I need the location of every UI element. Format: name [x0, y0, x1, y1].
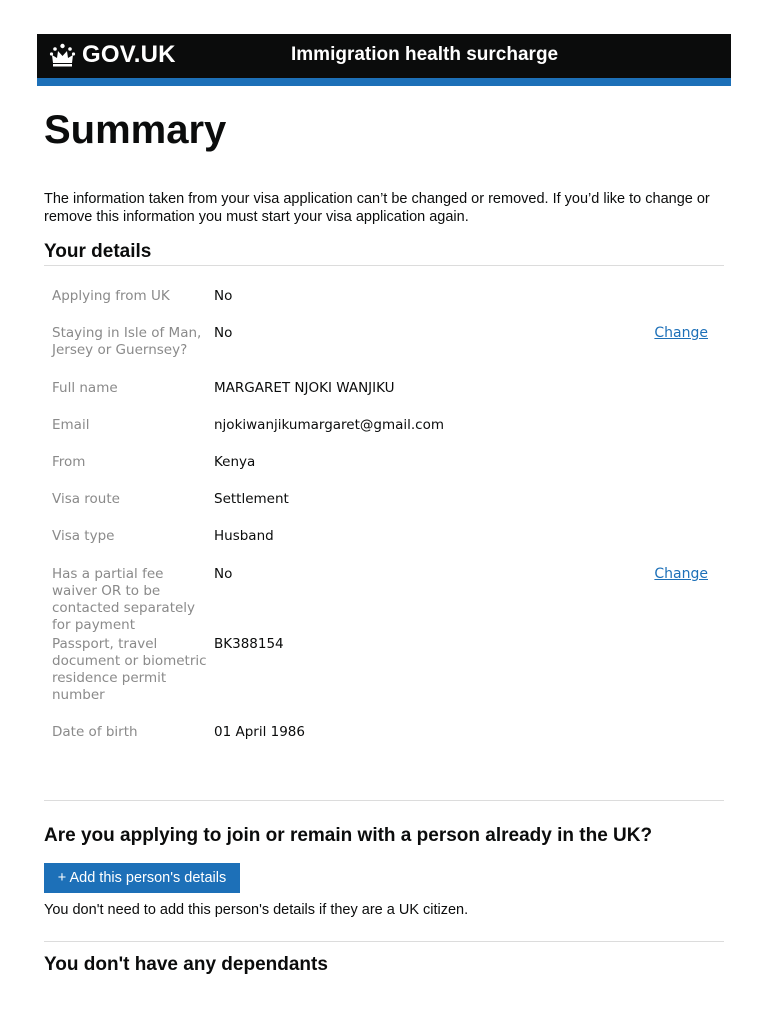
row-value: njokiwanjikumargaret@gmail.com	[214, 417, 445, 433]
row-value: MARGARET NJOKI WANJIKU	[214, 380, 395, 396]
row-value: No	[214, 325, 233, 341]
logo-text: GOV.UK	[82, 41, 176, 68]
divider	[44, 265, 724, 266]
header-stripe	[37, 78, 731, 86]
crown-icon	[49, 43, 76, 67]
divider	[44, 800, 724, 801]
row-value: Kenya	[214, 454, 256, 470]
row-value: BK388154	[214, 636, 284, 652]
row-value: Settlement	[214, 491, 289, 507]
row-key: Visa route	[52, 491, 120, 507]
dependants-heading: You don't have any dependants	[44, 954, 328, 975]
row-key: Email	[52, 417, 90, 433]
govuk-logo[interactable]	[49, 41, 176, 69]
row-key: Has a partial fee waiver OR to be contacted separately for payment	[52, 566, 196, 633]
change-link-fee-waiver[interactable]: Change	[654, 566, 708, 582]
service-name[interactable]: Immigration health surcharge	[291, 44, 559, 65]
row-key: Applying from UK	[52, 288, 170, 304]
row-value: No	[214, 288, 233, 304]
row-value: No	[214, 566, 233, 582]
your-details-heading: Your details	[44, 241, 152, 262]
row-key: Visa type	[52, 528, 115, 544]
page-title: Summary	[44, 108, 227, 152]
join-person-heading: Are you applying to join or remain with a person already in the UK?	[44, 825, 653, 846]
intro-text: The information taken from your visa application can’t be changed or removed. If you’d like to change or remove this information you must start your visa application again.	[44, 191, 710, 225]
divider	[44, 941, 724, 942]
row-key: Staying in Isle of Man, Jersey or Guernsey?	[52, 325, 202, 358]
row-key: Full name	[52, 380, 118, 396]
row-key: Passport, travel document or biometric residence permit number	[52, 636, 207, 703]
govuk-header	[37, 34, 731, 78]
change-link-crown-dependency[interactable]: Change	[654, 325, 708, 341]
row-key: From	[52, 454, 86, 470]
row-key: Date of birth	[52, 724, 138, 740]
add-person-details-button[interactable]: + Add this person's details	[44, 863, 240, 893]
join-person-hint: You don't need to add this person's details if they are a UK citizen.	[44, 902, 469, 918]
row-value: Husband	[214, 528, 274, 544]
row-value: 01 April 1986	[214, 724, 305, 740]
